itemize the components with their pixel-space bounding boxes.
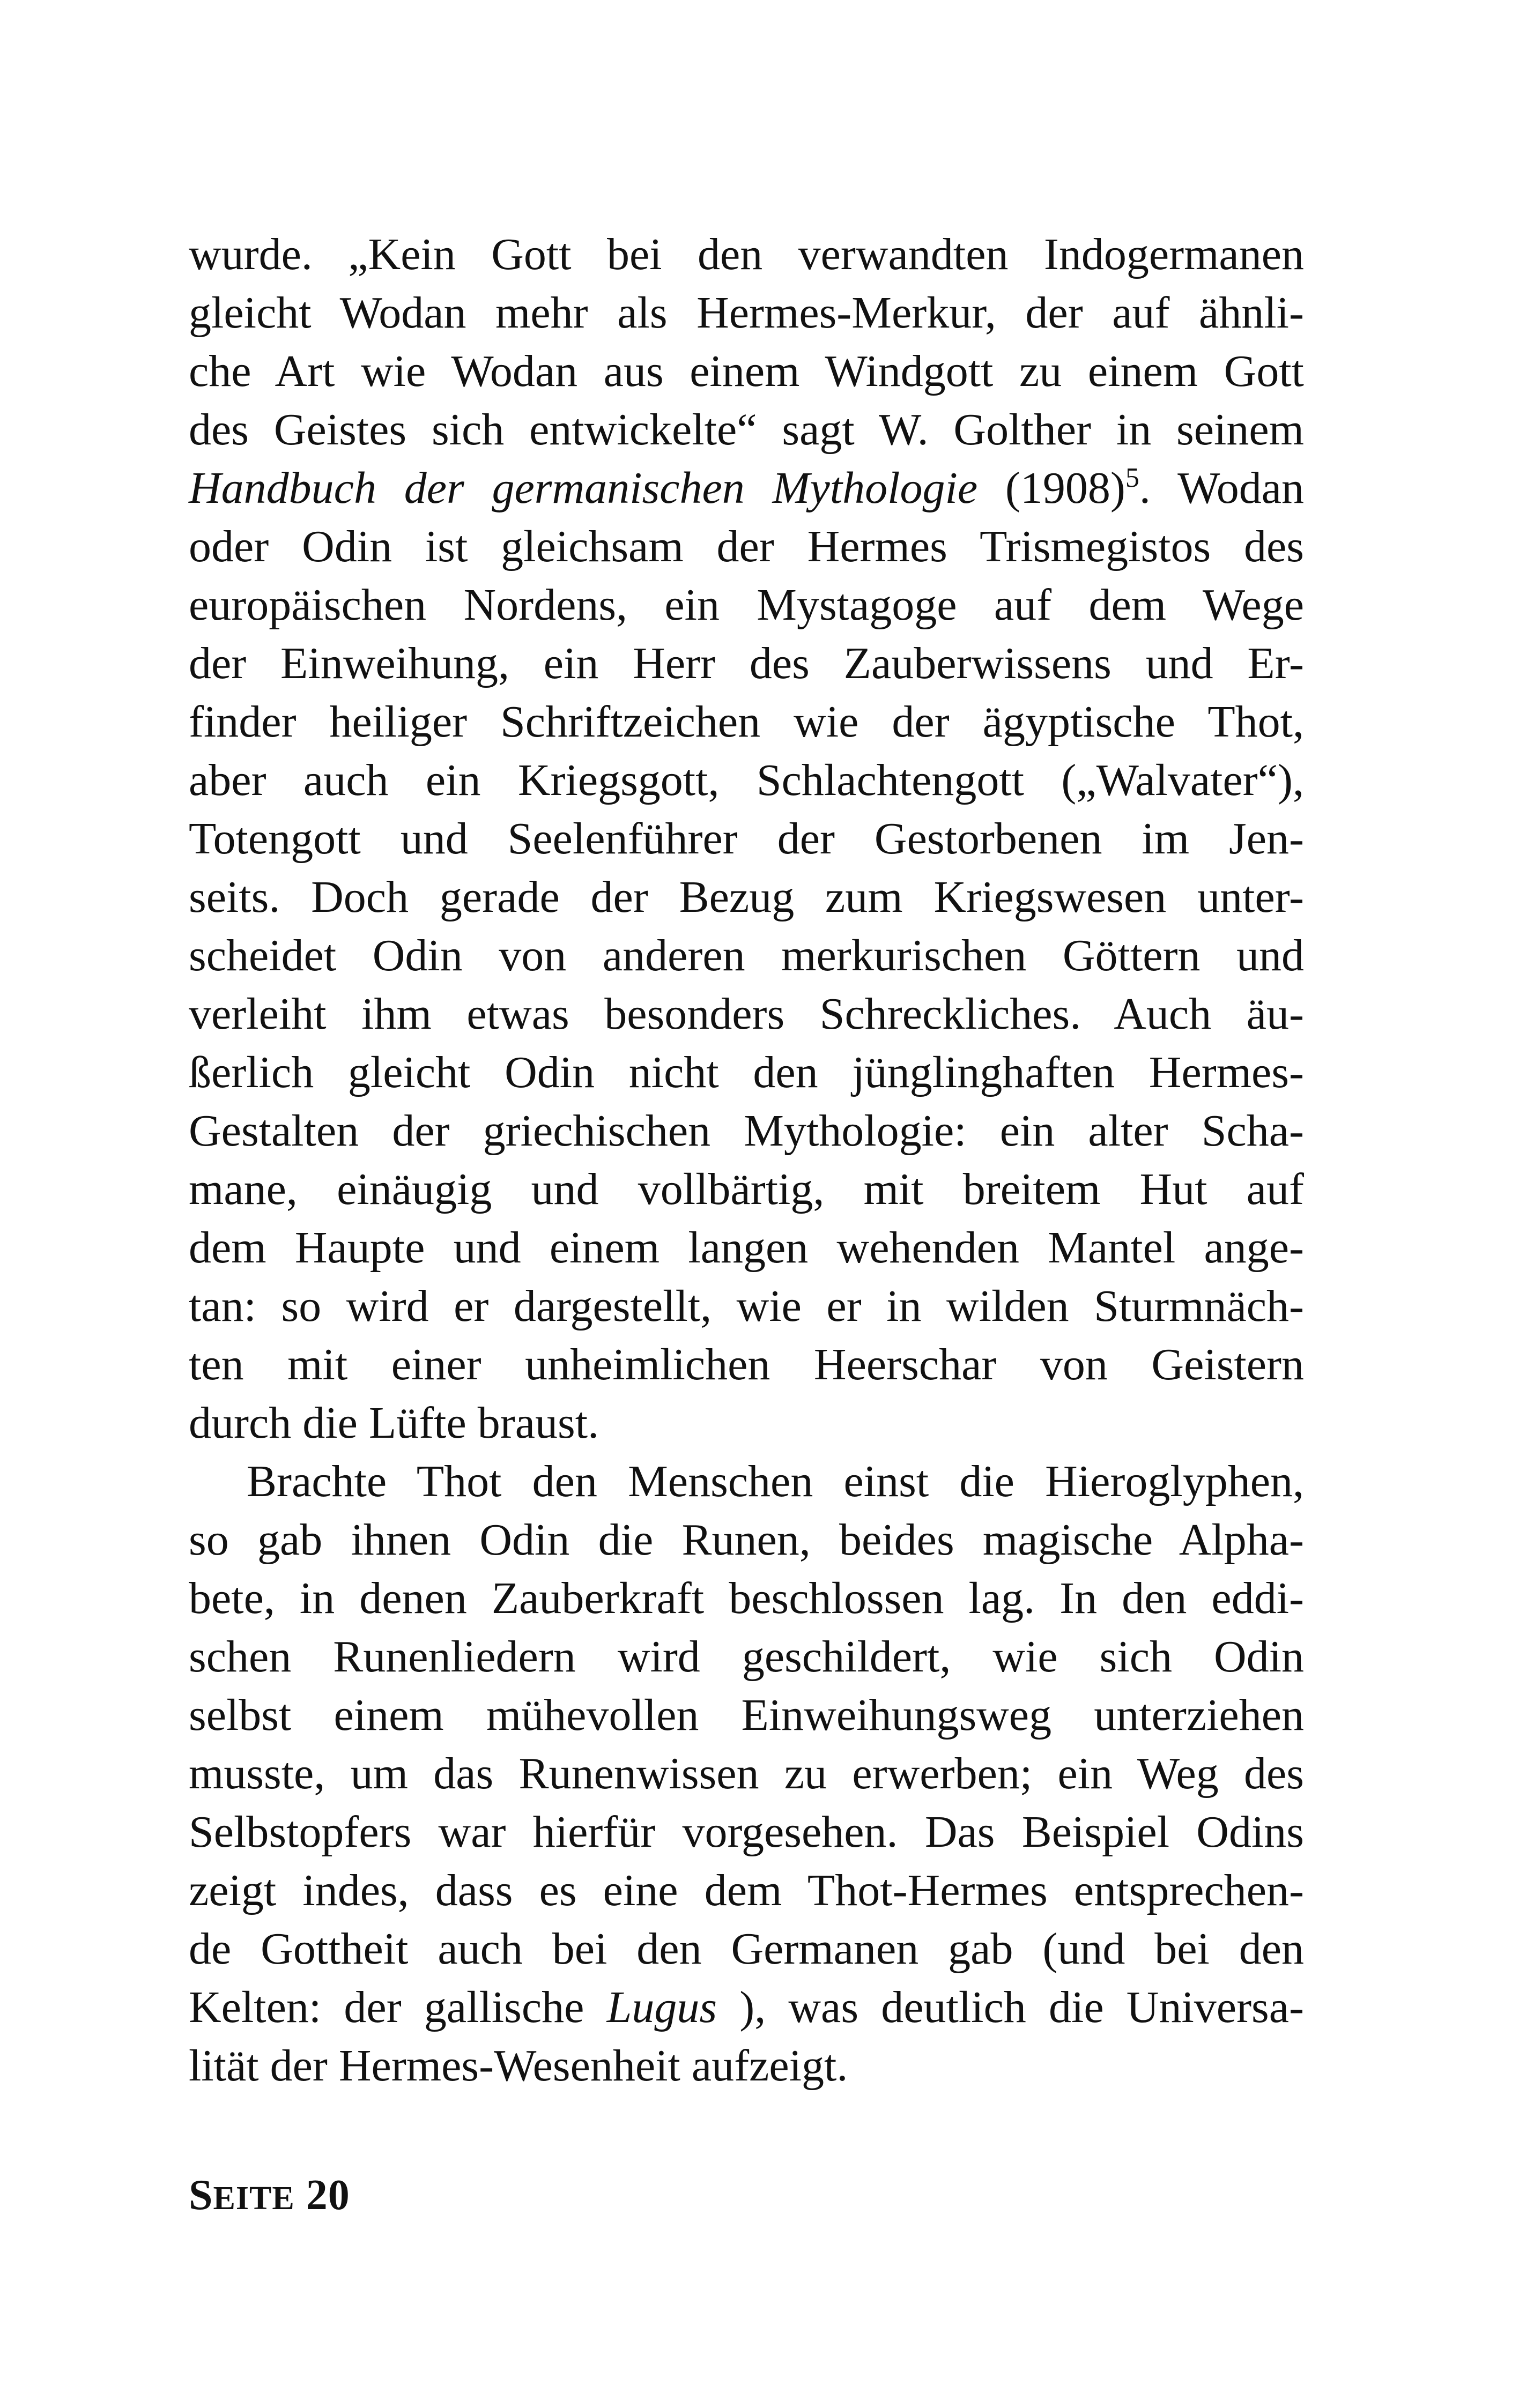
- page-number-footer: [189, 2171, 350, 2220]
- text-line: zeigt indes, dass es eine dem Thot-Hermes entsprechen-: [189, 1866, 1304, 1915]
- text-line: Gestalten der griechischen Mythologie: ein alter Scha-: [189, 1106, 1304, 1156]
- body-text: [189, 225, 1304, 2095]
- year-text: (1908): [977, 463, 1125, 513]
- text-line-with-title: [189, 459, 1304, 517]
- footnote-marker[interactable]: 5: [1125, 463, 1139, 493]
- text-line: lität der Hermes-Wesenheit aufzeigt.: [189, 2041, 848, 2091]
- text-line: dem Haupte und einem langen wehenden Mantel ange-: [189, 1223, 1304, 1273]
- text-line: ten mit einer unheimlichen Heerschar von Geistern: [189, 1340, 1304, 1389]
- text-line: seits. Doch gerade der Bezug zum Kriegswesen unter-: [189, 872, 1304, 922]
- paragraph-1: [189, 225, 1304, 1452]
- text-line: oder Odin ist gleichsam der Hermes Trismegistos des: [189, 522, 1304, 571]
- text-line: mane, einäugig und vollbärtig, mit breitem Hut auf: [189, 1164, 1304, 1214]
- page-label-initial: S: [189, 2172, 213, 2219]
- line-continuation: . Wodan: [1139, 463, 1304, 513]
- text-line: Totengott und Seelenführer der Gestorbenen im Jen-: [189, 814, 1304, 864]
- deity-name-italic: Lugus: [606, 1982, 717, 2032]
- line-continuation: ), was deutlich die Universa-: [717, 1982, 1304, 2032]
- text-line: schen Runenliedern wird geschildert, wie sich Odin: [189, 1632, 1304, 1682]
- book-title-italic: Handbuch der germanischen Mythologie: [189, 463, 978, 513]
- page-label-rest: EITE: [213, 2180, 295, 2217]
- text-line: verleiht ihm etwas besonders Schreckliches. Auch äu-: [189, 989, 1304, 1039]
- page-number: 20: [306, 2172, 350, 2219]
- text-line: Selbstopfers war hierfür vorgesehen. Das Beispiel Odins: [189, 1807, 1304, 1857]
- text-line: scheidet Odin von anderen merkurischen Göttern und: [189, 931, 1304, 980]
- text-line: finder heiliger Schriftzeichen wie der ägyptische Thot,: [189, 697, 1304, 747]
- line-start: Kelten: der gallische: [189, 1982, 607, 2032]
- text-line: europäischen Nordens, ein Mystagoge auf dem Wege: [189, 580, 1304, 630]
- paragraph-2: [189, 1452, 1304, 2095]
- text-line: so gab ihnen Odin die Runen, beides magische Alpha-: [189, 1515, 1304, 1565]
- text-line: ßerlich gleicht Odin nicht den jünglinghaften Hermes-: [189, 1047, 1304, 1097]
- text-line-with-name: [189, 1978, 1304, 2037]
- text-line: Brachte Thot den Menschen einst die Hieroglyphen,: [247, 1456, 1304, 1506]
- text-line: selbst einem mühevollen Einweihungsweg unterziehen: [189, 1690, 1304, 1740]
- text-line: tan: so wird er dargestellt, wie er in wilden Sturmnäch-: [189, 1281, 1304, 1331]
- text-line: musste, um das Runenwissen zu erwerben; ein Weg des: [189, 1749, 1304, 1798]
- text-line: de Gottheit auch bei den Germanen gab (und bei den: [189, 1924, 1304, 1974]
- text-line: durch die Lüfte braust.: [189, 1398, 599, 1448]
- text-line: che Art wie Wodan aus einem Windgott zu einem Gott: [189, 346, 1304, 396]
- text-line: der Einweihung, ein Herr des Zauberwissens und Er-: [189, 638, 1304, 688]
- text-line: wurde. „Kein Gott bei den verwandten Indogermanen: [189, 229, 1304, 279]
- text-line: aber auch ein Kriegsgott, Schlachtengott („Walvater“),: [189, 755, 1304, 805]
- text-line: bete, in denen Zauberkraft beschlossen lag. In den eddi-: [189, 1573, 1304, 1623]
- text-line: gleicht Wodan mehr als Hermes-Merkur, der auf ähnli-: [189, 288, 1304, 338]
- text-line: des Geistes sich entwickelte“ sagt W. Golther in seinem: [189, 405, 1304, 455]
